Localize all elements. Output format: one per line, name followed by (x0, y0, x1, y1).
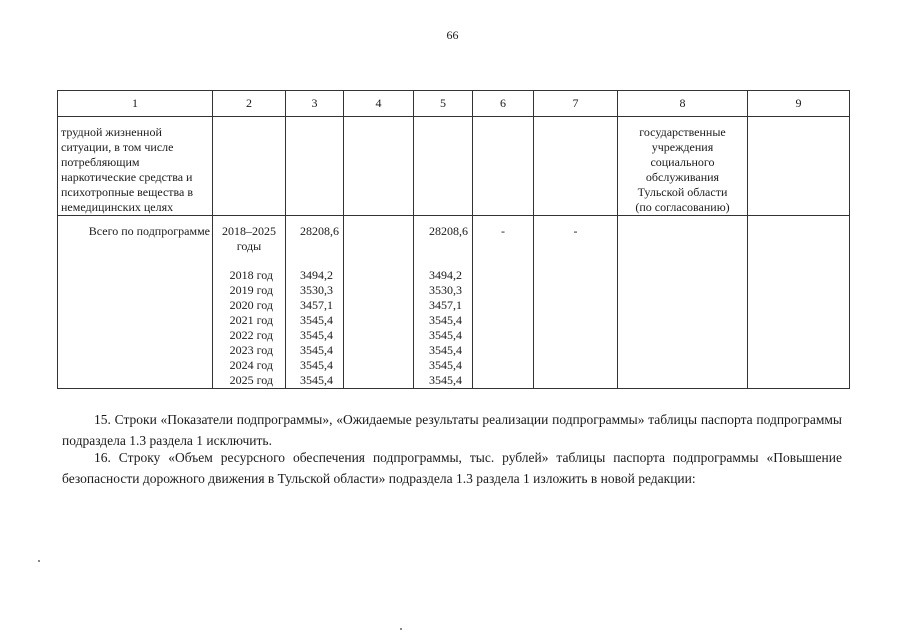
year-label: 2019 год (229, 283, 273, 297)
program-table (57, 90, 850, 389)
value-cell: 3545,4 (300, 358, 333, 372)
value-cell: 3457,1 (300, 298, 333, 312)
table-cell (473, 216, 534, 389)
value-cell: 3545,4 (300, 313, 333, 327)
year-label: 2023 год (229, 343, 273, 357)
executor-text: государственные учреждения социального обслуживания Тульской области (по согласованию) (635, 125, 730, 214)
year-label: 2022 год (229, 328, 273, 342)
total-value-col5: 28208,6 (429, 224, 468, 238)
year-label: 2021 год (229, 313, 273, 327)
table-cell (344, 216, 414, 389)
table-cell (618, 117, 748, 216)
value-cell: 3530,3 (300, 283, 333, 297)
table-cell (414, 117, 473, 216)
table-cell (286, 216, 344, 389)
header-cell-9: 9 (748, 91, 850, 117)
header-cell-3: 3 (286, 91, 344, 117)
value-cell: 3530,3 (429, 283, 462, 297)
table-row (58, 117, 850, 216)
value-cell: 3545,4 (429, 343, 462, 357)
table-cell (618, 216, 748, 389)
table-cell (748, 117, 850, 216)
value-cell: 3545,4 (429, 328, 462, 342)
table-cell (213, 117, 286, 216)
table-cell (58, 117, 213, 216)
table-cell (58, 216, 213, 389)
page-number: 66 (446, 28, 459, 42)
table-row-total (58, 216, 850, 389)
values-list-col3 (286, 268, 343, 388)
total-value-col3: 28208,6 (300, 224, 339, 238)
value-cell: 3545,4 (429, 358, 462, 372)
value-cell: 3494,2 (429, 268, 462, 282)
table-cell (748, 216, 850, 389)
period-text: 2018–2025 годы (222, 224, 276, 253)
table-cell (286, 117, 344, 216)
header-cell-5: 5 (414, 91, 473, 117)
table-cell (414, 216, 473, 389)
values-list-col5 (414, 268, 472, 388)
paragraph-16: 16. Строку «Объем ресурсного обеспечения подпрограммы, тыс. рублей» таблицы паспорта подпрограммы «Повышение безопасности дорожного движения в Тульской области» подраздела 1.3 раздела 1 изложить в новой редакции: (62, 450, 842, 486)
dash-col7: - (573, 224, 578, 238)
value-cell: 3545,4 (429, 373, 462, 387)
year-label: 2024 год (229, 358, 273, 372)
table-cell (213, 216, 286, 389)
value-cell: 3545,4 (300, 373, 333, 387)
scan-speck (38, 560, 40, 562)
table-cell (534, 117, 618, 216)
header-cell-6: 6 (473, 91, 534, 117)
target-group-text: трудной жизненной ситуации, в том числе потребляющим наркотические средства и психотропные вещества в немедицинских целях (61, 125, 194, 214)
header-cell-4: 4 (344, 91, 414, 117)
value-cell: 3545,4 (300, 343, 333, 357)
value-cell: 3494,2 (300, 268, 333, 282)
years-list (213, 268, 285, 388)
paragraph-15: 15. Строки «Показатели подпрограммы», «Ожидаемые результаты реализации подпрограммы» таблицы паспорта подпрограммы подраздела 1.3 раздела 1 исключить. (62, 412, 842, 448)
year-label: 2020 год (229, 298, 273, 312)
total-label: Всего по подпрограмме (88, 224, 210, 238)
value-cell: 3545,4 (300, 328, 333, 342)
header-cell-2: 2 (213, 91, 286, 117)
dash-col6: - (501, 224, 505, 238)
value-cell: 3457,1 (429, 298, 462, 312)
scan-speck (400, 628, 402, 630)
header-cell-8: 8 (618, 91, 748, 117)
year-label: 2025 год (229, 373, 273, 387)
year-label: 2018 год (229, 268, 273, 282)
table-cell (473, 117, 534, 216)
value-cell: 3545,4 (429, 313, 462, 327)
header-row (58, 91, 850, 117)
header-cell-1: 1 (58, 91, 213, 117)
table-cell (534, 216, 618, 389)
header-cell-7: 7 (534, 91, 618, 117)
table-cell (344, 117, 414, 216)
